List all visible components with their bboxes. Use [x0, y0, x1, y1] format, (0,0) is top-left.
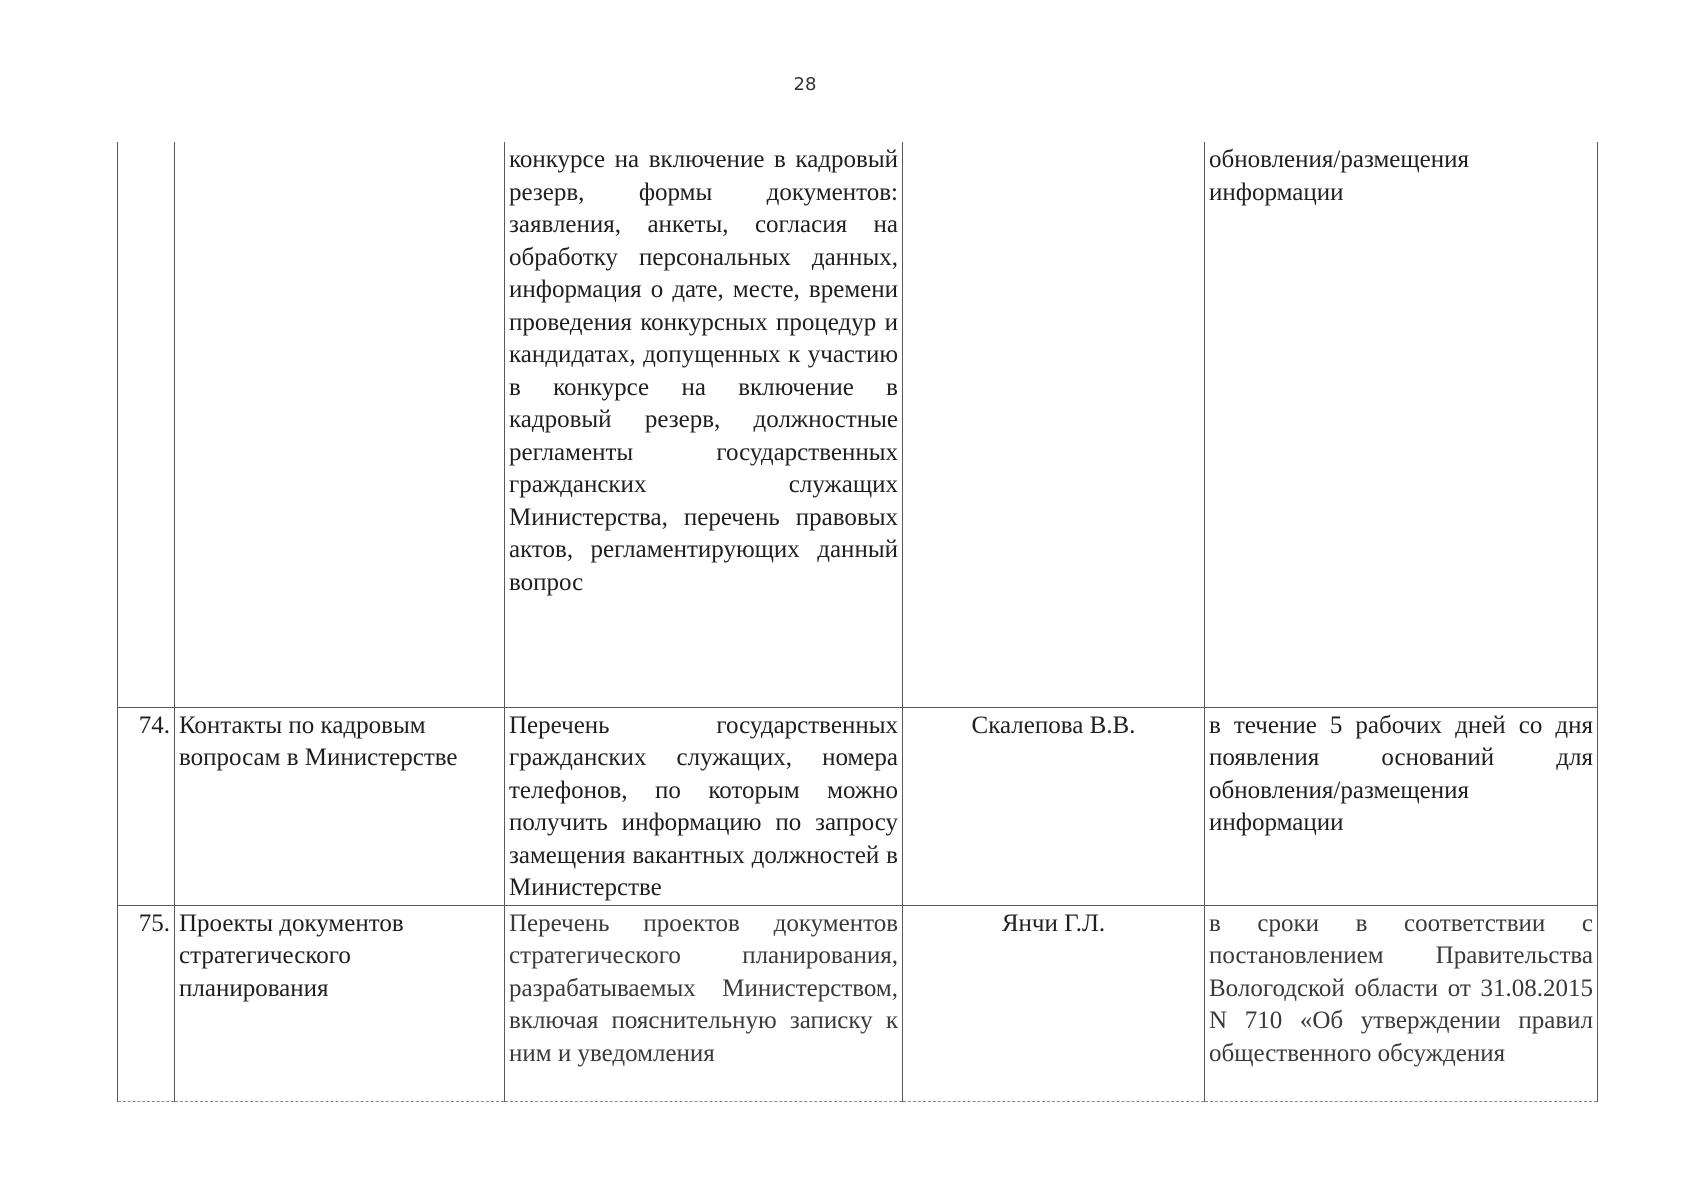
table-row-75 — [118, 905, 1598, 1101]
table-row-continuation — [118, 142, 1598, 707]
row-deadline: в течение 5 рабочих дней со дня появления оснований для обновления/размещения информации — [1205, 707, 1598, 905]
row-deadline: обновления/размещения информации — [1205, 142, 1598, 707]
row-number — [118, 142, 175, 707]
row-number: 74. — [118, 707, 175, 905]
row-title — [175, 142, 505, 707]
row-title: Проекты документов стратегического планирования — [175, 905, 505, 1101]
row-responsible — [903, 142, 1205, 707]
row-description: Перечень государственных гражданских служащих, номера телефонов, по которым можно получить информацию по запросу замещения вакантных должностей в Министерстве — [505, 707, 903, 905]
row-deadline: в сроки в соответствии с постановлением Правительства Вологодской области от 31.08.2015 N 710 «Об утверждении правил общественного обсуждения — [1205, 905, 1598, 1101]
row-responsible: Янчи Г.Л. — [903, 905, 1205, 1101]
page-number: 28 — [793, 74, 817, 95]
table-row-74 — [118, 707, 1598, 905]
row-title: Контакты по кадровым вопросам в Министерстве — [175, 707, 505, 905]
plan-table — [117, 142, 1598, 1102]
row-number: 75. — [118, 905, 175, 1101]
row-description: конкурсе на включение в кадровый резерв, формы документов: заявления, анкеты, согласия на обработку персональных данных, информация о дате, месте, времени проведения конкурсных процедур и кандидатах, допущенных к участию в конкурсе на включение в кадровый резерв, должностные регламенты государственных гражданских служащих Министерства, перечень правовых актов, регламентирующих данный вопрос — [505, 142, 903, 707]
row-description: Перечень проектов документов стратегического планирования, разрабатываемых Министерством, включая пояснительную записку к ним и уведомления — [505, 905, 903, 1101]
row-responsible: Скалепова В.В. — [903, 707, 1205, 905]
